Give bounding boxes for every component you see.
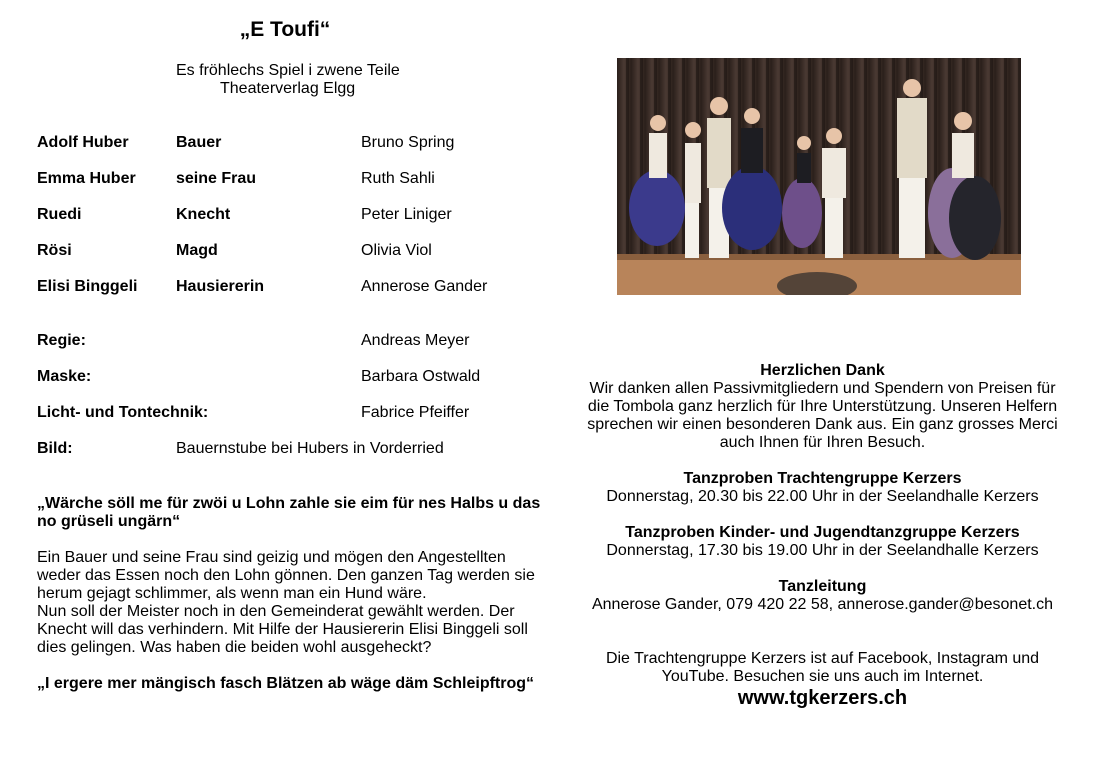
character-name: Elisi Binggeli [37, 278, 138, 295]
crew-label: Regie: [37, 332, 86, 349]
actor-name: Bruno Spring [361, 134, 455, 151]
thanks-heading: Herzlichen Dank [760, 362, 885, 379]
crew-value: Barbara Ostwald [361, 368, 481, 385]
set-value: Bauernstube bei Hubers in Vorderried [176, 440, 444, 457]
character-role: seine Frau [176, 170, 257, 187]
story-text-1: Ein Bauer und seine Frau sind geizig und mögen den Angestellten weder das Essen noch den Lohn gönnen. Den ganzen Tag werden sie herum gejagt schlimmer, als wenn man ein Hund wäre. [37, 549, 535, 602]
website-link[interactable]: www.tgkerzers.ch [737, 687, 908, 709]
rehearsal1-text: Donnerstag, 20.30 bis 22.00 Uhr in der Seelandhalle Kerzers [606, 488, 1039, 505]
character-role: Knecht [176, 206, 231, 223]
rehearsal1-heading: Tanzproben Trachtengruppe Kerzers [683, 470, 962, 487]
lead-text: Annerose Gander, 079 420 22 58, annerose.gander@besonet.ch [591, 596, 1054, 613]
actor-name: Peter Liniger [361, 206, 452, 223]
crew-value: Fabrice Pfeiffer [361, 404, 470, 421]
crew-value: Andreas Meyer [361, 332, 470, 349]
actor-name: Annerose Gander [361, 278, 488, 295]
crew-label: Licht- und Tontechnik: [37, 404, 209, 421]
character-name: Emma Huber [37, 170, 136, 187]
character-role: Magd [176, 242, 218, 259]
page-title: „E Toufi“ [239, 18, 331, 41]
actor-name: Ruth Sahli [361, 170, 435, 187]
dance-photo [617, 58, 1021, 295]
character-name: Rösi [37, 242, 72, 259]
character-role: Bauer [176, 134, 222, 151]
quote-2: „I ergere mer mängisch fasch Blätzen ab wäge däm Schleipftrog“ [37, 675, 535, 692]
set-label: Bild: [37, 440, 73, 457]
quote-1: „Wärche söll me für zwöi u Lohn zahle sie eim für nes Halbs u das no grüseli ungärn“ [37, 495, 541, 530]
thanks-text: Wir danken allen Passivmitgliedern und Spendern von Preisen für die Tombola ganz herzlich für Ihre Unterstützung. Unseren Helfern sprechen wir einen besonderen Dank aus. Ein ganz grosses Merci auch Ihnen für Ihren Besuch. [587, 380, 1058, 451]
rehearsal2-heading: Tanzproben Kinder- und Jugendtanzgruppe Kerzers [625, 524, 1020, 541]
social-text: Die Trachtengruppe Kerzers ist auf Facebook, Instagram und YouTube. Besuchen sie uns auch im Internet. [605, 650, 1040, 685]
rehearsal2-text: Donnerstag, 17.30 bis 19.00 Uhr in der Seelandhalle Kerzers [606, 542, 1039, 559]
lead-heading: Tanzleitung [778, 578, 867, 595]
character-name: Adolf Huber [37, 134, 129, 151]
story-text-2: Nun soll der Meister noch in den Gemeinderat gewählt werden. Der Knecht will das verhindern. Mit Hilfe der Hausiererin Elisi Binggeli soll dies gelingen. Was haben die beiden wohl ausgeheckt? [37, 603, 528, 656]
subtitle: Es fröhlechs Spiel i zwene Teile [176, 62, 400, 79]
character-role: Hausiererin [176, 278, 265, 295]
character-name: Ruedi [37, 206, 82, 223]
actor-name: Olivia Viol [361, 242, 432, 259]
publisher: Theaterverlag Elgg [220, 80, 356, 97]
crew-label: Maske: [37, 368, 92, 385]
